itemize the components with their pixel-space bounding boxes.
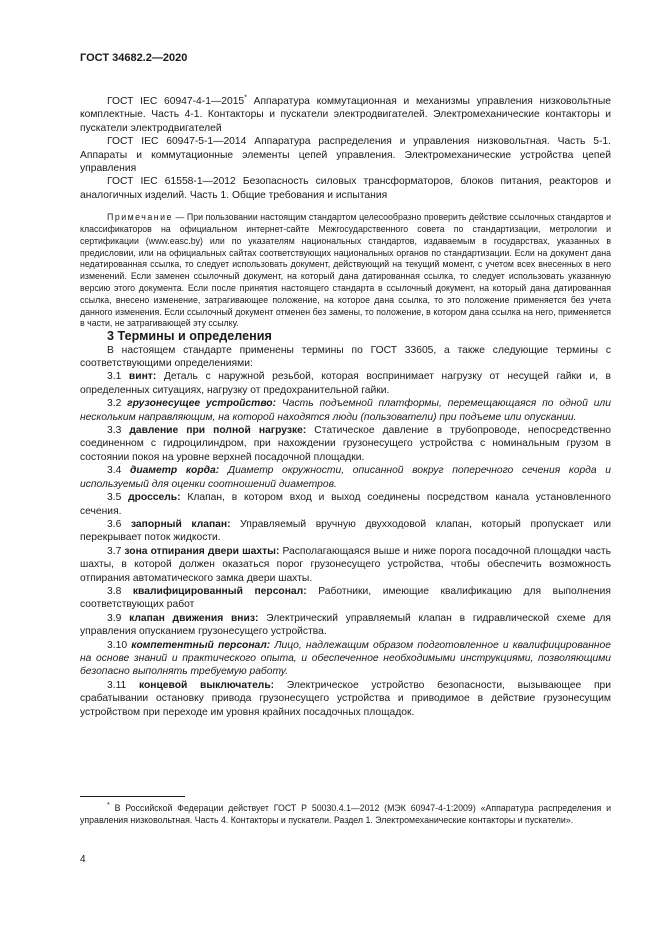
note-paragraph: Примечание — При пользовании настоящим стандартом целесообразно проверить действие ссылочных стандартов и классификаторов на официальном интернет-сайте Межгосударственного совета по стандартизации, метрологии и сертификации (www.easc.by) или по указателям национальных стандартов, издаваемым в государствах, указанных в предисловии, или на официальных сайтах соответствующих национальных органов по стандартизации. Если на документ дана недатированная ссылка, то следует использовать документ, действующий на текущий момент, с учетом всех внесенных в него изменений. Если заменен ссылочный документ, на который дана датированная ссылка, то следует использовать указанную версию этого документа. Если после принятия настоящего стандарта в ссылочный документ, на который дана датированная ссылка, внесено изменение, затрагивающее положение, на которое дана ссылка, то это положение применяется без учета данного изменения. Если ссылочный документ отменен без замены, то положение, в котором дана ссылка на него, применяется в части, не затрагивающей эту ссылку. [80, 212, 611, 329]
term-3-6: 3.6 запорный клапан: Управляемый вручную двухходовой клапан, который пропускает или перекрывает поток жидкости. [80, 518, 611, 544]
footnote-divider [80, 796, 185, 797]
term-name: концевой выключатель: [138, 679, 275, 691]
note-label: Примечание [107, 212, 173, 223]
reference-entry: ГОСТ IEC 60947-4-1—2015* Аппаратура коммутационная и механизмы управления низковольтные комплектные. Часть 4-1. Контакторы и пускатели электродвигателей. Электромеханические контакторы и пускатели электродвигателей [80, 94, 611, 134]
term-name: запорный клапан: [130, 518, 231, 530]
term-name: квалифицированный персонал: [132, 585, 307, 597]
term-name: зона отпирания двери шахты: [124, 545, 280, 557]
footnote-marker: * [244, 94, 247, 102]
running-header: ГОСТ 34682.2—2020 [80, 52, 188, 64]
term-3-11: 3.11 концевой выключатель: Электрическое устройство безопасности, вызывающее при срабатывании остановку привода грузонесущего устройства и приводимое в действие грузонесущим устройством при переходе им уровня крайних посадочных площадок. [80, 679, 611, 718]
page-body [80, 95, 611, 719]
section-heading: 3 Термины и определения [107, 329, 272, 344]
term-name: дроссель: [128, 492, 181, 504]
term-name: давление при полной нагрузке: [129, 425, 307, 437]
term-3-9: 3.9 клапан движения вниз: Электрический управляемый клапан в гидравлической схеме для управления опусканием грузонесущего устройства. [80, 612, 611, 638]
term-name: компетентный персонал: [131, 639, 271, 651]
term-name: грузонесущее устройство: [127, 398, 276, 410]
reference-entry: ГОСТ IEC 60947-5-1—2014 Аппаратура распределения и управления низковольтная. Часть 5-1. Аппараты и коммутационные элементы цепей управления. Электромеханические устройства цепей управления [80, 136, 611, 175]
term-3-8: 3.8 квалифицированный персонал: Работники, имеющие квалификацию для выполнения соответствующих работ [80, 585, 611, 611]
reference-entry: ГОСТ IEC 61558-1—2012 Безопасность силовых трансформаторов, блоков питания, реакторов и аналогичных изделий. Часть 1. Общие требования и испытания [80, 176, 611, 201]
term-3-5: 3.5 дроссель: Клапан, в котором вход и выход соединены посредством канала установленного сечения. [80, 492, 611, 517]
footnote: * В Российской Федерации действует ГОСТ Р 50030.4.1—2012 (МЭК 60947-4-1:2009) «Аппаратура распределения и управления низковольтная. Часть 4. Контакторы и пускатели. Раздел 1. Электромеханические контакторы и пускатели». [80, 802, 611, 825]
footnote-marker: * [107, 802, 110, 810]
section-intro: В настоящем стандарте применены термины по ГОСТ 33605, а также следующие термины с соответствующими определениями: [80, 344, 611, 370]
term-3-2: 3.2 грузонесущее устройство: Часть подъемной платформы, перемещающаяся по одной или нескольким направляющим, на которой находятся люди (пользователи) при подъеме или опускании. [80, 398, 611, 423]
term-name: диаметр корда: [129, 465, 220, 477]
term-3-7: 3.7 зона отпирания двери шахты: Располагающаяся выше и ниже порога посадочной площадки часть шахты, в которой должен оказаться порог грузонесущего устройства, чтобы обеспечить возможность отпирания автоматического замка двери шахты. [80, 545, 611, 584]
term-3-3: 3.3 давление при полной нагрузке: Статическое давление в трубопроводе, непосредственно соединенном с гидроцилиндром, при нахождении грузонесущего устройства с номинальным грузом в состоянии покоя на уровне верхней посадочной площадки. [80, 425, 611, 463]
term-name: винт: [128, 371, 157, 383]
term-name: клапан движения вниз: [129, 612, 259, 624]
term-3-4: 3.4 диаметр корда: Диаметр окружности, описанной вокруг поперечного сечения корда и используемый для оценки соотношений диаметров. [80, 465, 611, 490]
term-3-1: 3.1 винт: Деталь с наружной резьбой, которая воспринимает нагрузку от несущей гайки и, в определенных ситуациях, нагрузку от предохранительной гайки. [80, 371, 611, 396]
page-number: 4 [80, 854, 86, 865]
term-3-10: 3.10 компетентный персонал: Лицо, надлежащим образом подготовленное и квалифицированное на основе знаний и практического опыта, и обеспеченное необходимыми инструкциями, позволяющими безопасно выполнять требуемую работу. [80, 639, 612, 678]
